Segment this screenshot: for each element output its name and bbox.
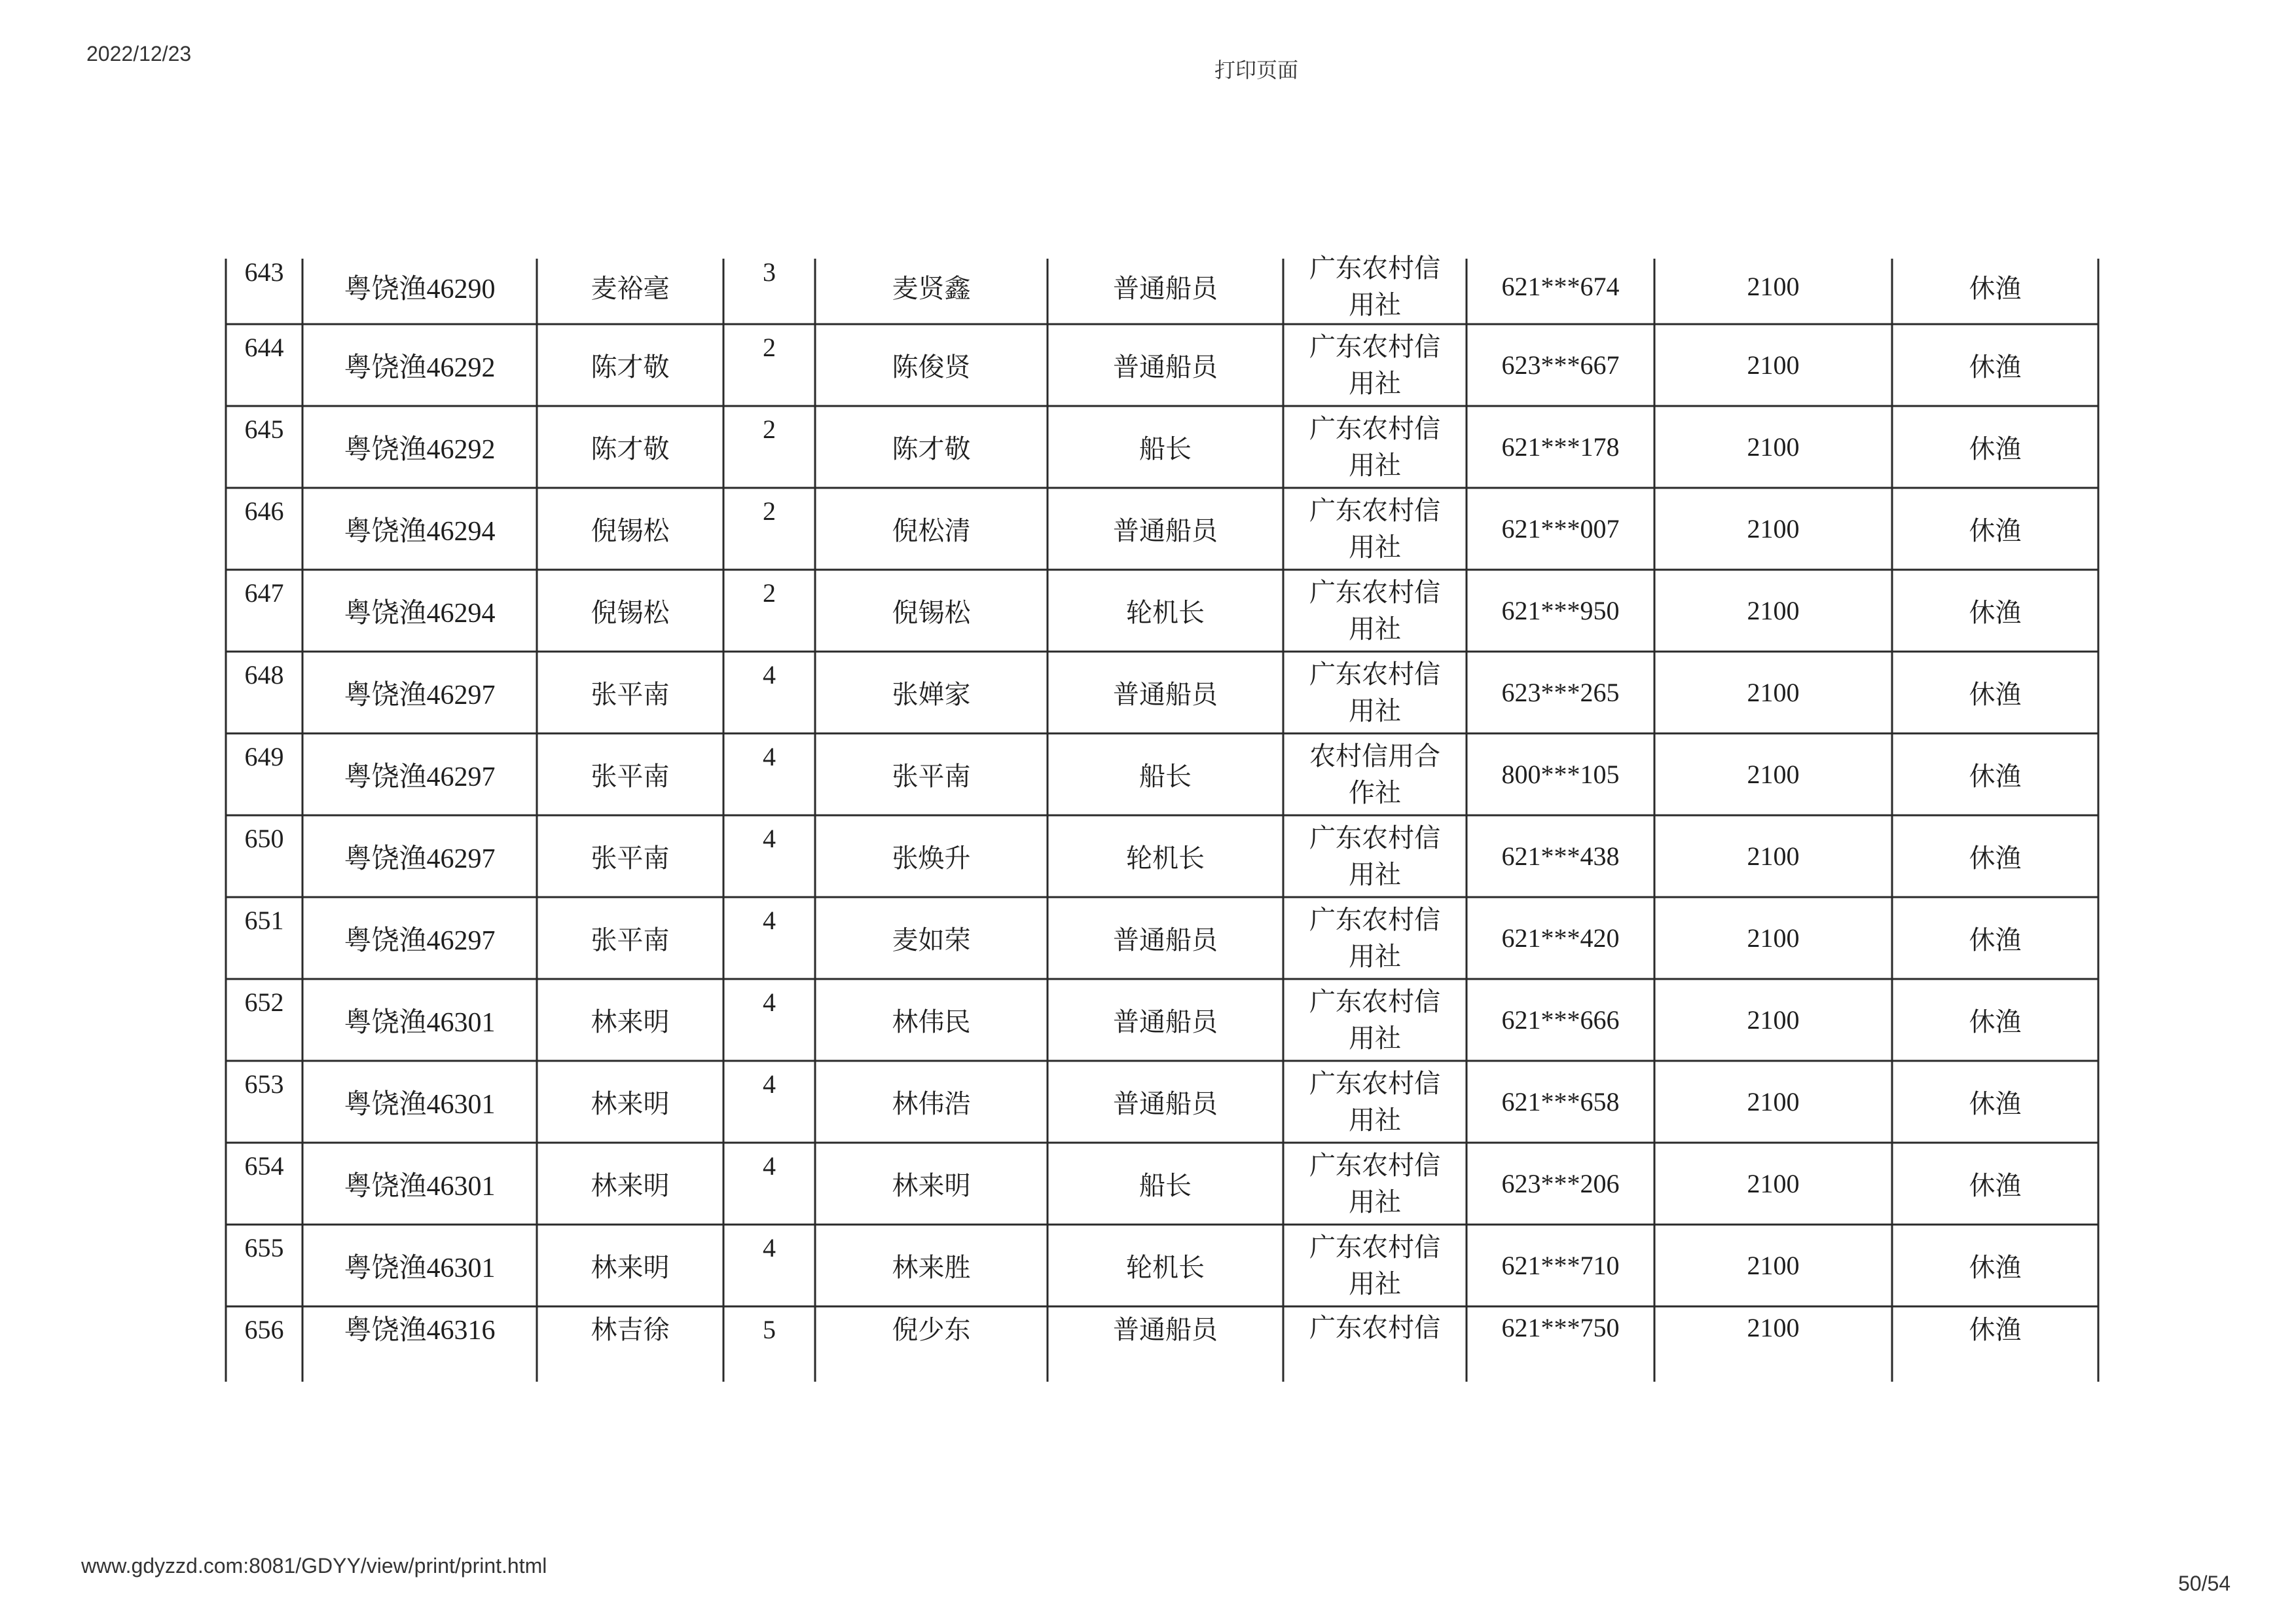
cell-crew-count: 4	[763, 824, 776, 853]
cell-owner: 张平南	[591, 925, 670, 955]
cell-vessel: 粤饶渔46316	[344, 1315, 496, 1346]
cell-crew-count: 4	[763, 660, 776, 690]
cell-name: 倪锡松	[892, 598, 971, 628]
cell-type: 休渔	[1969, 1315, 2022, 1345]
cell-name: 林来明	[892, 1171, 971, 1201]
cell-bank	[1283, 1065, 1467, 1139]
cell-no: 646	[244, 496, 284, 526]
cell-vessel: 粤饶渔46301	[344, 1089, 496, 1120]
cell-account: 621***950	[1501, 596, 1620, 625]
cell-position: 普通船员	[1113, 1089, 1218, 1119]
cell-vessel: 粤饶渔46297	[344, 680, 496, 710]
cell-position: 普通船员	[1113, 352, 1218, 382]
cell-account: 621***658	[1501, 1087, 1620, 1116]
cell-crew-count: 4	[763, 906, 776, 935]
cell-no: 648	[244, 660, 284, 690]
cell-owner: 张平南	[591, 762, 670, 792]
cell-amount: 2100	[1747, 923, 1800, 953]
cell-account: 621***710	[1501, 1251, 1620, 1280]
cell-type: 休渔	[1969, 843, 2022, 874]
cell-amount: 2100	[1747, 432, 1800, 462]
cell-position: 普通船员	[1113, 516, 1218, 546]
cell-no: 652	[244, 987, 284, 1017]
bank-text: 广东农村信用社	[1309, 253, 1440, 320]
cell-owner: 陈才敬	[591, 434, 670, 464]
cell-amount: 2100	[1747, 350, 1800, 380]
cell-name: 麦如荣	[892, 925, 971, 955]
cell-bank	[1283, 1147, 1467, 1221]
cell-position: 轮机长	[1126, 1253, 1205, 1283]
cell-amount: 2100	[1747, 272, 1800, 301]
cell-bank	[1283, 574, 1467, 648]
bank-text: 广东农村信用社	[1309, 577, 1440, 644]
cell-no: 649	[244, 742, 284, 771]
cell-owner: 陈才敬	[591, 352, 670, 382]
cell-crew-count: 2	[763, 578, 776, 608]
page-url: www.gdyzzd.com:8081/GDYY/view/print/print.html	[81, 1554, 547, 1578]
cell-vessel: 粤饶渔46297	[344, 843, 496, 874]
cell-crew-count: 4	[763, 742, 776, 771]
cell-vessel: 粤饶渔46294	[344, 598, 496, 629]
page-number: 50/54	[2178, 1572, 2231, 1595]
cell-type: 休渔	[1969, 516, 2022, 546]
cell-position: 轮机长	[1126, 843, 1205, 874]
bank-text: 广东农村信	[1309, 1312, 1440, 1343]
cell-vessel: 粤饶渔46294	[344, 516, 496, 547]
cell-position: 船长	[1139, 1171, 1192, 1201]
bank-text: 广东农村信用社	[1309, 822, 1440, 890]
cell-crew-count: 2	[763, 415, 776, 444]
cell-owner: 张平南	[591, 843, 670, 874]
cell-bank	[1283, 1310, 1467, 1345]
cell-account: 623***265	[1501, 678, 1620, 707]
cell-bank	[1283, 901, 1467, 975]
cell-crew-count: 4	[763, 1233, 776, 1263]
cell-type: 休渔	[1969, 925, 2022, 955]
cell-vessel: 粤饶渔46301	[344, 1007, 496, 1038]
cell-amount: 2100	[1747, 514, 1800, 544]
cell-amount: 2100	[1747, 841, 1800, 871]
cell-no: 647	[244, 578, 284, 608]
cell-no: 651	[244, 906, 284, 935]
cell-bank	[1283, 492, 1467, 566]
cell-vessel: 粤饶渔46290	[344, 274, 496, 304]
cell-amount: 2100	[1747, 1087, 1800, 1116]
cell-account: 621***674	[1501, 272, 1620, 301]
cell-type: 休渔	[1969, 274, 2022, 304]
cell-position: 普通船员	[1113, 925, 1218, 955]
cell-crew-count: 2	[763, 333, 776, 362]
cell-bank	[1283, 253, 1467, 320]
cell-type: 休渔	[1969, 762, 2022, 792]
cell-crew-count: 4	[763, 987, 776, 1017]
bank-text: 广东农村信用社	[1309, 1150, 1440, 1217]
cell-name: 陈才敬	[892, 434, 971, 464]
cell-vessel: 粤饶渔46292	[344, 434, 496, 465]
cell-account: 800***105	[1501, 760, 1620, 789]
cell-position: 船长	[1139, 434, 1192, 464]
cell-amount: 2100	[1747, 1313, 1800, 1342]
cell-owner: 林来明	[591, 1007, 670, 1037]
cell-type: 休渔	[1969, 1253, 2022, 1283]
bank-text: 广东农村信用社	[1309, 413, 1440, 481]
cell-no: 656	[244, 1315, 284, 1344]
cell-bank	[1283, 819, 1467, 893]
bank-text: 农村信用合作社	[1309, 741, 1440, 808]
cell-no: 644	[244, 333, 284, 362]
cell-no: 650	[244, 824, 284, 853]
cell-amount: 2100	[1747, 596, 1800, 625]
bank-text: 广东农村信用社	[1309, 1232, 1440, 1299]
cell-type: 休渔	[1969, 1171, 2022, 1201]
cell-type: 休渔	[1969, 352, 2022, 382]
cell-type: 休渔	[1969, 598, 2022, 628]
bank-text: 广东农村信用社	[1309, 1068, 1440, 1135]
bank-text: 广东农村信用社	[1309, 904, 1440, 972]
cell-amount: 2100	[1747, 678, 1800, 707]
cell-amount: 2100	[1747, 1251, 1800, 1280]
cell-name: 倪少东	[892, 1315, 971, 1345]
cell-vessel: 粤饶渔46292	[344, 352, 496, 383]
cell-position: 普通船员	[1113, 680, 1218, 710]
cell-no: 655	[244, 1233, 284, 1263]
cell-bank	[1283, 655, 1467, 729]
cell-account: 621***178	[1501, 432, 1620, 462]
cell-name: 林来胜	[892, 1253, 971, 1283]
page-title: 打印页面	[1214, 58, 1299, 83]
cell-owner: 麦裕毫	[591, 274, 670, 304]
cell-account: 621***438	[1501, 841, 1620, 871]
cell-position: 轮机长	[1126, 598, 1205, 628]
cell-vessel: 粤饶渔46301	[344, 1171, 496, 1202]
cell-position: 普通船员	[1113, 1315, 1218, 1345]
cell-crew-count: 3	[763, 257, 776, 287]
cell-bank	[1283, 737, 1467, 811]
cell-owner: 张平南	[591, 680, 670, 710]
cell-owner: 林来明	[591, 1089, 670, 1119]
cell-amount: 2100	[1747, 1169, 1800, 1198]
cell-name: 林伟浩	[892, 1089, 971, 1119]
cell-bank	[1283, 328, 1467, 402]
cell-no: 643	[244, 257, 284, 287]
cell-name: 麦贤鑫	[892, 274, 971, 304]
cell-no: 653	[244, 1069, 284, 1099]
cell-amount: 2100	[1747, 760, 1800, 789]
bank-text: 广东农村信用社	[1309, 659, 1440, 726]
cell-position: 船长	[1139, 762, 1192, 792]
cell-bank	[1283, 1228, 1467, 1302]
print-date: 2022/12/23	[86, 42, 192, 65]
cell-name: 张焕升	[892, 843, 971, 874]
cell-owner: 林吉徐	[591, 1315, 670, 1345]
cell-name: 张平南	[892, 762, 971, 792]
cell-no: 645	[244, 415, 284, 444]
cell-crew-count: 2	[763, 496, 776, 526]
bank-text: 广东农村信用社	[1309, 331, 1440, 399]
bank-text: 广东农村信用社	[1309, 986, 1440, 1054]
cell-crew-count: 5	[763, 1315, 776, 1344]
cell-vessel: 粤饶渔46297	[344, 925, 496, 956]
cell-amount: 2100	[1747, 1005, 1800, 1035]
cell-name: 陈俊贤	[892, 352, 971, 382]
cell-account: 621***666	[1501, 1005, 1620, 1035]
cell-position: 普通船员	[1113, 1007, 1218, 1037]
cell-no: 654	[244, 1151, 284, 1181]
cell-bank	[1283, 410, 1467, 484]
cell-owner: 林来明	[591, 1171, 670, 1201]
cell-vessel: 粤饶渔46297	[344, 762, 496, 792]
cell-account: 621***420	[1501, 923, 1620, 953]
cell-type: 休渔	[1969, 434, 2022, 464]
cell-vessel: 粤饶渔46301	[344, 1253, 496, 1283]
cell-type: 休渔	[1969, 1007, 2022, 1037]
cell-account: 623***206	[1501, 1169, 1620, 1198]
cell-position: 普通船员	[1113, 274, 1218, 304]
cell-name: 林伟民	[892, 1007, 971, 1037]
cell-name: 倪松清	[892, 516, 971, 546]
cell-account: 621***750	[1501, 1313, 1620, 1342]
cell-owner: 倪锡松	[591, 598, 670, 628]
bank-text: 广东农村信用社	[1309, 495, 1440, 563]
cell-crew-count: 4	[763, 1069, 776, 1099]
cell-name: 张婵家	[892, 680, 971, 710]
cell-type: 休渔	[1969, 1089, 2022, 1119]
cell-type: 休渔	[1969, 680, 2022, 710]
cell-account: 623***667	[1501, 350, 1620, 380]
cell-owner: 林来明	[591, 1253, 670, 1283]
cell-bank	[1283, 983, 1467, 1057]
cell-crew-count: 4	[763, 1151, 776, 1181]
cell-owner: 倪锡松	[591, 516, 670, 546]
cell-account: 621***007	[1501, 514, 1620, 544]
